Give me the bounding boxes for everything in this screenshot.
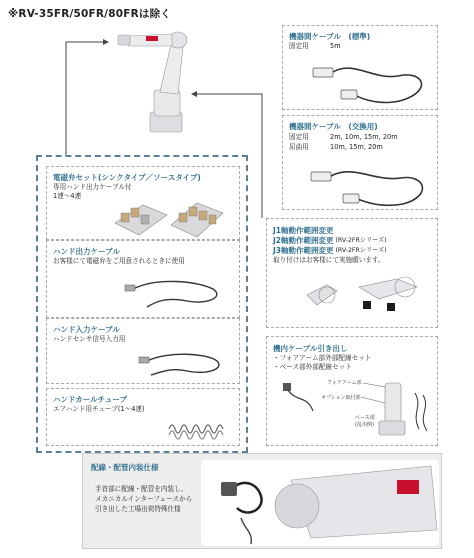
solenoid-valve-image bbox=[47, 195, 241, 240]
hand-input-cable-image bbox=[47, 343, 241, 383]
hand-input-cable-panel bbox=[46, 318, 240, 384]
hand-input-line-1: ハンドセンサ信号入力用 bbox=[53, 335, 126, 343]
range-change-panel bbox=[266, 218, 438, 328]
solenoid-line-2: 1連～4連 bbox=[53, 192, 82, 200]
cable-exchange-heading: 機器間ケーブル (交換用) bbox=[289, 122, 378, 131]
cable-standard-image bbox=[283, 50, 439, 110]
solenoid-heading: 電磁弁セット(シンクタイプ／ソースタイプ) bbox=[53, 173, 201, 182]
cable-exchange-row-fixed: 固定用 2m, 10m, 15m, 20m bbox=[289, 133, 398, 141]
range-change-j1: J1軸動作範囲変更 bbox=[273, 226, 334, 235]
wiring-heading: 配線・配管内装仕様 bbox=[91, 463, 159, 472]
callout-base-note: (乱用例) bbox=[355, 422, 374, 428]
internal-cable-line-1: ・フォアアーム部外部配線セット bbox=[273, 354, 372, 362]
solenoid-valve-panel bbox=[46, 166, 240, 240]
internal-cable-heading: 機内ケーブル引き出し bbox=[273, 344, 348, 353]
range-change-j2: J2軸動作範囲変更 (RV-2FRシリーズ) bbox=[273, 236, 387, 245]
hand-output-heading: ハンド出力ケーブル bbox=[53, 247, 120, 256]
solenoid-line-1: 専用ハンド出力ケーブル付 bbox=[53, 183, 132, 191]
range-change-footer: 取り付けはお客様にて実施願います。 bbox=[273, 256, 385, 264]
wiring-internal-panel bbox=[82, 453, 442, 549]
hand-output-line-1: お客様にて電磁弁をご用意されるときに使用 bbox=[53, 257, 185, 265]
cable-exchange-row-flex: 屈曲用 10m, 15m, 20m bbox=[289, 143, 383, 151]
hand-input-heading: ハンド入力ケーブル bbox=[53, 325, 120, 334]
internal-cable-line-2: ・ベース部外部配線セット bbox=[273, 363, 352, 371]
robot-arm-image bbox=[112, 20, 202, 135]
callout-option: オプション取付部 bbox=[321, 395, 361, 401]
hand-output-cable-panel bbox=[46, 240, 240, 318]
hand-curl-tube-panel bbox=[46, 388, 240, 446]
range-change-j3: J3軸動作範囲変更 (RV-2FRシリーズ) bbox=[273, 246, 387, 255]
wiring-line-1: 手首部に配線・配管を内装し、 bbox=[95, 485, 188, 493]
cable-exchange-image bbox=[283, 152, 439, 212]
wiring-line-2: メカニカルインターフェースから bbox=[95, 495, 193, 503]
callout-base: ベース部 bbox=[355, 415, 375, 421]
cable-standard-heading: 機器間ケーブル (標準) bbox=[289, 32, 371, 41]
cable-standard-panel bbox=[282, 25, 438, 110]
internal-cable-image bbox=[267, 373, 439, 445]
hand-curl-tube-image bbox=[47, 413, 241, 445]
cable-standard-row: 固定用 5m bbox=[289, 42, 341, 50]
range-stopper-image bbox=[267, 265, 439, 327]
hand-curl-line-1: エアハンド用チューブ(1～4連) bbox=[53, 405, 145, 413]
wiring-photo-image bbox=[201, 460, 439, 546]
hand-output-cable-image bbox=[47, 267, 241, 317]
callout-forearm: フォアアーム部 bbox=[327, 380, 362, 386]
internal-cable-panel bbox=[266, 336, 438, 446]
hand-curl-heading: ハンドカールチューブ bbox=[53, 395, 128, 404]
page-title: ※RV-35FR/50FR/80FRは除く bbox=[8, 8, 171, 20]
cable-exchange-panel bbox=[282, 115, 438, 210]
wiring-line-3: 引き出した工場出荷特殊仕様 bbox=[95, 505, 181, 513]
